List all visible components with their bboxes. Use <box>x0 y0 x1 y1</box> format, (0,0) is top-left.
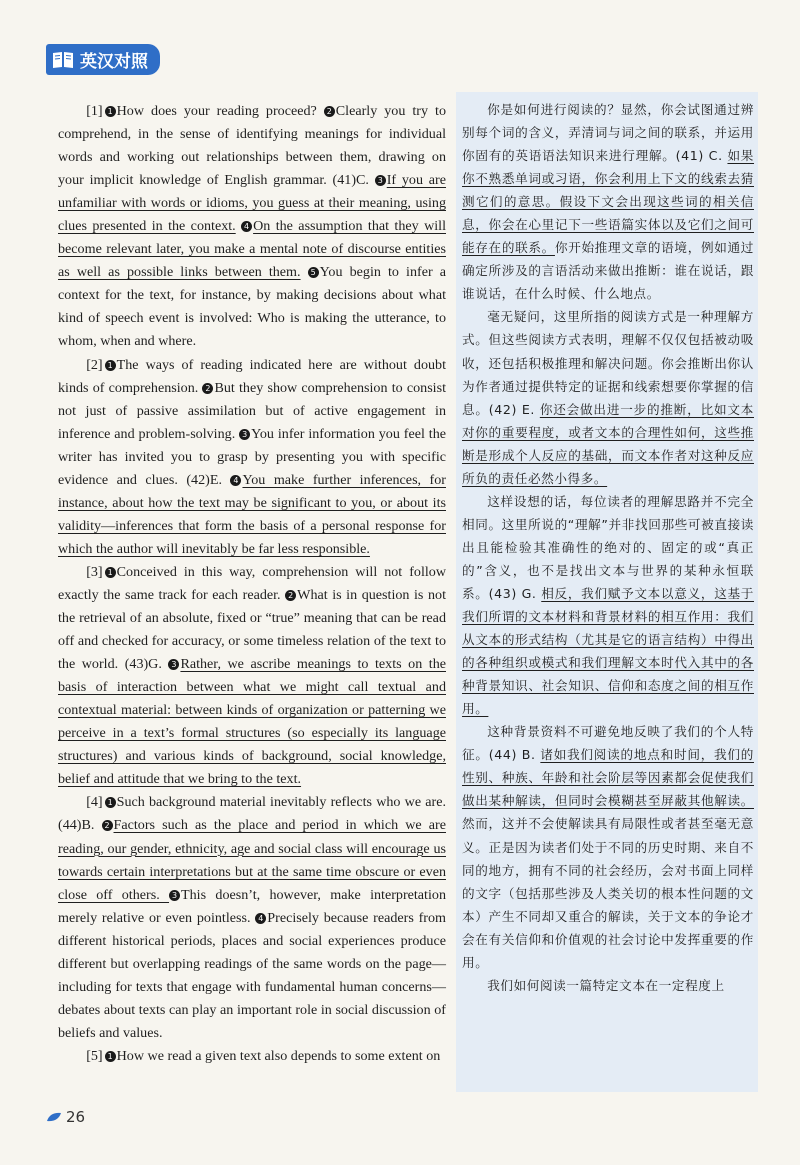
page-number: 26 <box>66 1108 86 1126</box>
english-paragraph-4: [4] 1 Such background material inevitably reflects who we are. (44)B. 2 Factors such as the place and period in which we are reading, our gender, ethnicity, age and social class will encourage us towards certain interpretations but at the same time obscure or even close off others. 3 This doesn’t, however, make interpretation merely relative or even pointless. 4 Precisely because readers from different historical periods, places and social experiences produce different but overlapping readings of the same words on the page—including for texts that engage with fundamental human concerns—debates about texts can play an important role in social discussion of beliefs and values. <box>58 794 446 1041</box>
chinese-paragraph-3: 这样设想的话，每位读者的理解思路并不完全相同。这里所说的“理解”并非找回那些可被直接读出且能检验其准确性的绝对的、固定的或“真正的”含义，也不是找出文本与世界的某种永恒联系。(43) G. 相反，我们赋予文本以意义，这基于我们所谓的文本材料和背景材料的相互作用：我们从文本的形式结构（尤其是它的语言结构）中得出的各种组织或模式和我们理解文本时代入其中的各种背景知识、社会知识、信仰和态度之间的相互作用。 <box>462 493 754 717</box>
chinese-paragraph-1: 你是如何进行阅读的？显然，你会试图通过辨别每个词的含义，弄清词与词之间的联系，并运用你固有的英语语法知识来进行理解。(41) C. 如果你不熟悉单词或习语，你会利用上下文的线索去猜测它们的意思。假设下文会出现这些词的相关信息，你会在心里记下一些语篇实体以及它们之间可能存在的联系。你开始推理文章的语境，例如通过确定所涉及的言语活动来做出推断：谁在说话，跟谁说话，在什么时候、什么地点。 <box>462 102 755 302</box>
section-tag <box>46 44 160 75</box>
chinese-translation <box>456 92 758 1092</box>
leaf-icon <box>46 1111 62 1123</box>
chinese-paragraph-5: 我们如何阅读一篇特定文本在一定程度上 <box>487 977 725 993</box>
english-paragraph-2: [2] 1 The ways of reading indicated here are without doubt kinds of comprehension. 2 But they show comprehension to consist not just of passive assimilation but of active engagement in inference and problem-solving. 3 You infer information you feel the writer has invited you to grasp by presenting you with specific evidence and clues. (42)E. 4 You make further inferences, for instance, about how the text may be significant to you, or about its validity—inferences that form the basis of a personal response for which the author will inevitably be far less responsible. <box>58 356 446 557</box>
section-title: 英汉对照 <box>80 52 148 72</box>
chinese-paragraph-2: 毫无疑问，这里所指的阅读方式是一种理解方式。但这些阅读方式表明，理解不仅仅包括被动吸收，还包括积极推理和解决问题。你会推断出你认为作者通过提供特定的证据和线索想要你掌握的信息。(42) E. 你还会做出进一步的推断，比如文本对你的重要程度，或者文本的合理性如何，这些推断是形成个人反应的基础，而文本作者对这种反应所负的责任必然小得多。 <box>462 309 754 486</box>
book-icon <box>52 51 74 69</box>
english-paragraph-1: [1] 1 How does your reading proceed? 2 Clearly you try to comprehend, in the sense of identifying meanings for individual words and working out relationships between them, drawing on your implicit knowledge of English grammar. (41)C. 3 If you are unfamiliar with words or idioms, you guess at their meaning, using clues presented in the context. 4 On the assumption that they will become relevant later, you make a mental note of discourse entities as well as possible links between them. 5 You begin to infer a context for the text, for instance, by making decisions about what kind of speech event is involved: Who is making the utterance, to whom, when and where. <box>58 103 447 350</box>
english-paragraph-3: [3] 1 Conceived in this way, comprehension will not follow exactly the same track for each reader. 2 What is in question is not the retrieval of an absolute, fixed or “true” meaning that can be read off and checked for accuracy, or some timeless relation of the text to the world. (43)G. 3 Rather, we ascribe meanings to texts on the basis of interaction between what we might call textual and contextual material: between kinds of organization or patterning we perceive in a text’s formal structures (so especially its language structures) and various kinds of background, social knowledge, belief and attitude that we bring to the text. <box>58 563 446 788</box>
english-paragraph-5: [5] 1 How we read a given text also depends to some extent on <box>86 1047 441 1064</box>
page-footer <box>46 1108 85 1126</box>
english-text <box>58 100 446 1068</box>
chinese-paragraph-4: 这种背景资料不可避免地反映了我们的个人特征。(44) B. 诸如我们阅读的地点和时间，我们的性别、种族、年龄和社会阶层等因素都会促使我们做出某种解读，但同时会模糊甚至屏蔽其他解读。然而，这并不会使解读具有局限性或者甚至毫无意义。正是因为读者们处于不同的历史时期、来自不同的地方，拥有不同的社会经历，会对书面上同样的文字（包括那些涉及人类关切的根本性问题的文本）产生不同却又重合的解读，关于文本的争论才会在有关信仰和价值观的社会讨论中发挥重要的作用。 <box>462 724 754 970</box>
